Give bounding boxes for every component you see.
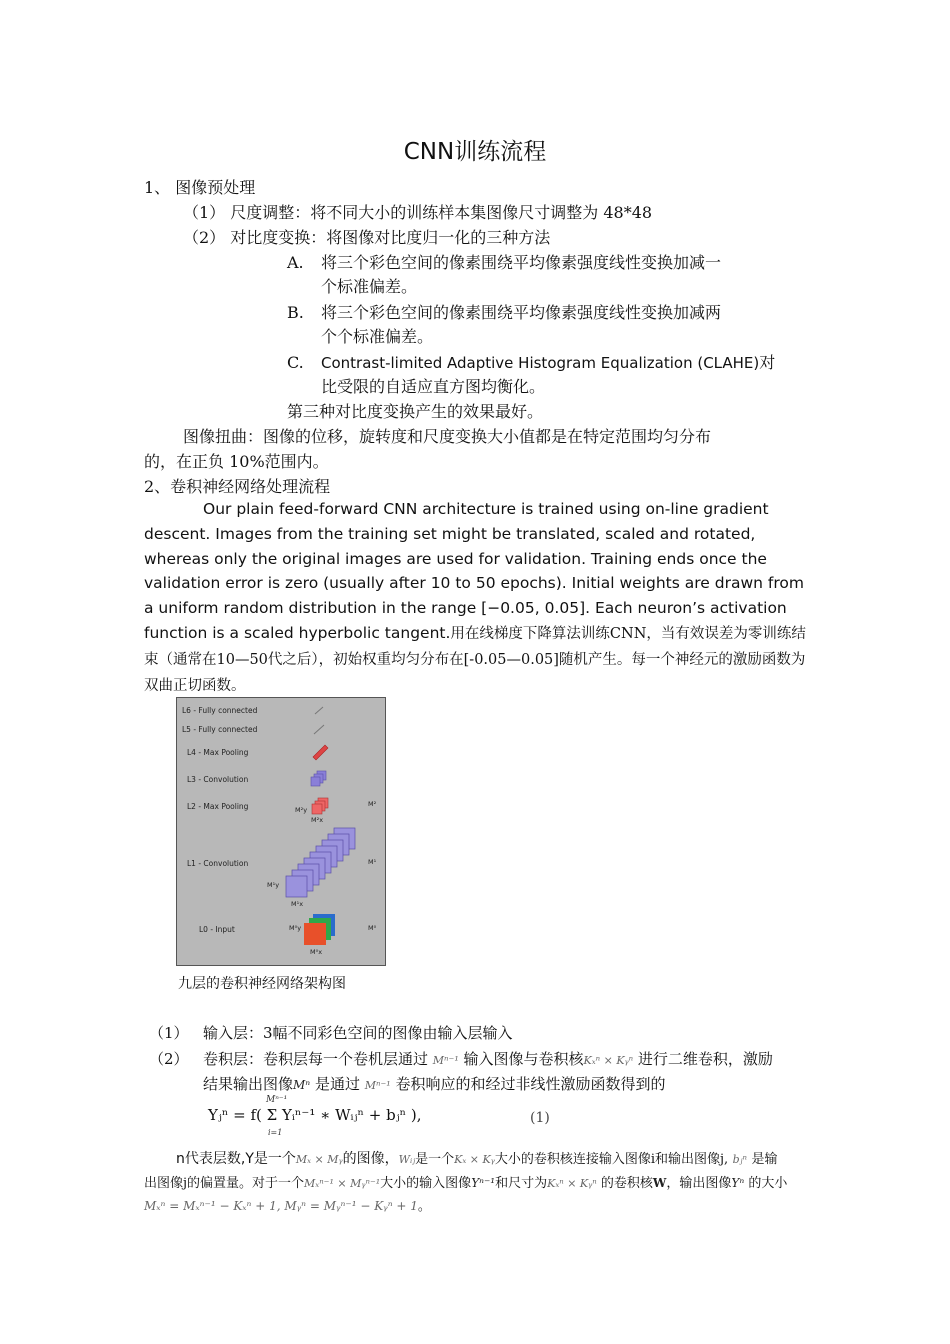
conv-line2-c: 卷积响应的和经过非线性激励函数得到的 bbox=[395, 1075, 666, 1093]
conv-layer-marker: （2） bbox=[149, 1050, 189, 1068]
conv-line2-b: 是通过 bbox=[314, 1075, 360, 1093]
math-output-size: Mₓⁿ = Mₓⁿ⁻¹ − Kₓⁿ + 1, Mᵧⁿ = Mᵧⁿ⁻¹ − Kᵧⁿ + 1 bbox=[144, 1199, 418, 1213]
explain-l2-d: 的卷积核 bbox=[600, 1176, 653, 1191]
method-b-line1: 将三个彩色空间的像素围绕平均像素强度线性变换加减两 bbox=[321, 303, 722, 322]
method-b-line2: 个个标准偏差。 bbox=[321, 327, 434, 346]
method-b-marker: B. bbox=[287, 303, 304, 322]
math-m-n-minus-1-b: Mⁿ⁻¹ bbox=[364, 1079, 391, 1092]
explain-l2-a: 出图像j的偏置量。对于一个 bbox=[144, 1176, 305, 1191]
method-a-line1: 将三个彩色空间的像素围绕平均像素强度线性变换加减一 bbox=[321, 253, 722, 272]
method-a-line2: 个标准偏差。 bbox=[321, 277, 418, 296]
explain-l2-b: 大小的输入图像 bbox=[380, 1176, 472, 1191]
explain-l1-c: 是一个 bbox=[415, 1152, 455, 1167]
contrast-item: （2） 对比度变换：将图像对比度归一化的三种方法 bbox=[183, 228, 551, 247]
explain-l1-e: 是输 bbox=[751, 1152, 778, 1167]
explain-l2-c: 和尺寸为 bbox=[495, 1176, 548, 1191]
fc-layer-l6-icon bbox=[315, 707, 323, 714]
math-b-j: bⱼⁿ bbox=[732, 1153, 748, 1166]
mark-m0: M⁰ bbox=[368, 924, 377, 932]
equation-1: Yⱼⁿ = f( Σ Yᵢⁿ⁻¹ ∗ Wᵢⱼⁿ + bⱼⁿ ), bbox=[208, 1106, 422, 1124]
explain-l1-d: 大小的卷积核连接输入图像i和输出图像j, bbox=[494, 1152, 729, 1167]
label-l3: L3 - Convolution bbox=[187, 775, 249, 784]
mark-m0x: M⁰x bbox=[310, 948, 323, 956]
english-text: Our plain feed-forward CNN architecture is trained using on-line gradient descent. Images from the training set might be translated, scaled and rotated, whereas only the original images are used for validation. Training ends once the validation error is zero (usually after 10 to 50 epochs). Initial weights are drawn from a uniform random distribution in the range [−0.05, 0.05]. Each neuron’s activation function is a scaled hyperbolic tangent. bbox=[144, 500, 804, 642]
explain-line2 bbox=[144, 1172, 787, 1195]
fc-layer-l5-icon bbox=[314, 725, 324, 734]
clahe-text: Contrast-limited Adaptive Histogram Equalization (CLAHE) bbox=[321, 354, 760, 372]
math-kernel-n: Kₓⁿ × Kᵧⁿ bbox=[547, 1177, 597, 1190]
conv-l3-icon bbox=[311, 771, 326, 786]
page-title: CNN训练流程 bbox=[403, 139, 547, 165]
figure-caption: 九层的卷积神经网络架构图 bbox=[178, 976, 346, 992]
math-y-n-minus-1: Yⁿ⁻¹ bbox=[471, 1176, 496, 1190]
distortion-line1: 图像扭曲：图像的位移，旋转度和尺度变换大小值都是在特定范围均匀分布 bbox=[183, 427, 712, 446]
section1-heading: 1、 图像预处理 bbox=[144, 178, 256, 197]
equation-sum-bottom: i=1 bbox=[268, 1128, 283, 1137]
mark-m0y: M⁰y bbox=[289, 924, 302, 932]
math-m-n-minus-1: Mⁿ⁻¹ bbox=[432, 1054, 459, 1067]
label-l2: L2 - Max Pooling bbox=[187, 802, 249, 811]
math-mx-my: Mₓ × Mᵧ bbox=[295, 1153, 343, 1166]
equation-sum-top: Mⁿ⁻¹ bbox=[266, 1095, 288, 1105]
math-w: W bbox=[652, 1176, 667, 1190]
training-paragraph bbox=[144, 497, 814, 698]
maxpool-l4-icon bbox=[313, 745, 328, 760]
math-y-n: Yⁿ bbox=[731, 1176, 745, 1190]
label-l1: L1 - Convolution bbox=[187, 859, 249, 868]
resize-item: （1） 尺度调整：将不同大小的训练样本集图像尺寸调整为 48*48 bbox=[183, 203, 653, 222]
math-m-n: Mⁿ bbox=[293, 1078, 311, 1092]
distortion-line2: 的，在正负 10%范围内。 bbox=[144, 452, 329, 471]
chinese-text: 用在线梯度下降算法训练CNN，当有效误差为零训练结束（通常在10—50代之后），初始权重均匀分布在[-0.05—0.05]随机产生。每一个神经元的激励函数为双曲正切函数。 bbox=[144, 625, 806, 694]
conv-line2-a: 结果输出图像 bbox=[203, 1075, 294, 1093]
conv-text-c: 进行二维卷积，激励 bbox=[637, 1050, 773, 1068]
mark-m2x: M²x bbox=[311, 816, 324, 824]
equation-number: (1) bbox=[530, 1110, 550, 1126]
maxpool-l2-icon bbox=[312, 798, 328, 814]
explain-line1 bbox=[176, 1149, 777, 1171]
conv-text-a: 卷积层：卷积层每一个卷机层通过 bbox=[203, 1050, 429, 1068]
label-l6: L6 - Fully connected bbox=[182, 706, 258, 715]
label-l5: L5 - Fully connected bbox=[182, 725, 258, 734]
input-layer-marker: （1） bbox=[149, 1024, 189, 1042]
math-w-ij: Wᵢⱼ bbox=[398, 1153, 416, 1166]
label-l4: L4 - Max Pooling bbox=[187, 748, 249, 757]
input-l0-icon bbox=[304, 914, 335, 945]
explain-l2-e: ，输出图像 bbox=[666, 1176, 732, 1191]
explain-line3 bbox=[144, 1196, 431, 1218]
explain-l1-a: n代表层数,Y是一个 bbox=[176, 1151, 296, 1167]
mark-m2y: M²y bbox=[295, 806, 308, 814]
conv-l1-stack-icon bbox=[286, 828, 355, 897]
method-c-marker: C. bbox=[287, 353, 304, 372]
cnn-architecture-figure bbox=[176, 697, 386, 966]
explain-l3-end: 。 bbox=[417, 1199, 431, 1214]
mark-m2: M² bbox=[368, 800, 377, 808]
network-graphic bbox=[177, 698, 385, 965]
method-c-line2: 比受限的自适应直方图均衡化。 bbox=[321, 377, 546, 396]
clahe-suffix: 对 bbox=[759, 353, 776, 372]
best-method-note: 第三种对比度变换产生的效果最好。 bbox=[287, 402, 544, 421]
math-input-size: Mₓⁿ⁻¹ × Mᵧⁿ⁻¹ bbox=[304, 1177, 381, 1190]
mark-m1: M¹ bbox=[368, 858, 377, 866]
mark-m1x: M¹x bbox=[291, 900, 304, 908]
label-l0: L0 - Input bbox=[199, 925, 235, 934]
method-c-line1 bbox=[321, 350, 775, 376]
conv-layer-line1 bbox=[203, 1047, 773, 1073]
conv-text-b: 输入图像与卷积核 bbox=[463, 1050, 584, 1068]
mark-m1y: M¹y bbox=[267, 881, 280, 889]
method-a-marker: A. bbox=[287, 253, 304, 272]
explain-l2-f: 的大小 bbox=[748, 1176, 788, 1191]
math-kernel-size: Kₓⁿ × Kᵧⁿ bbox=[583, 1054, 634, 1067]
input-layer-text: 输入层：3幅不同彩色空间的图像由输入层输入 bbox=[203, 1024, 513, 1042]
explain-l1-b: 的图像， bbox=[342, 1151, 399, 1167]
math-kx-ky: Kₓ × Kᵧ bbox=[454, 1153, 495, 1166]
section2-heading: 2、卷积神经网络处理流程 bbox=[144, 477, 331, 496]
